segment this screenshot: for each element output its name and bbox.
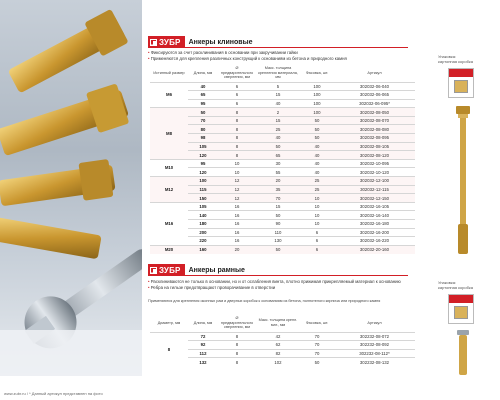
table-header-row xyxy=(150,64,415,82)
table-cell: 8 xyxy=(218,125,256,134)
article-cell: 302032-16-220 xyxy=(334,237,415,246)
bullet-item: • Расклиниваются не только в основании, но и от ослабления винта, плотно прижимая прикрепляемый материал к основанию xyxy=(148,279,408,285)
size-cell: M10 xyxy=(150,159,188,176)
article-cell: 302232-08-072 xyxy=(334,332,415,341)
table-row xyxy=(150,134,415,143)
table-cell: 82 xyxy=(256,349,300,358)
table-cell: 70 xyxy=(300,341,334,350)
table-cell: 16 xyxy=(218,202,256,211)
table-cell: 40 xyxy=(188,82,218,91)
table-cell: 70 xyxy=(256,194,300,203)
table-header-row xyxy=(150,314,415,332)
size-cell: M6 xyxy=(150,82,188,108)
table-row xyxy=(150,358,415,367)
table-cell: 6 xyxy=(218,99,256,108)
table-cell: 220 xyxy=(188,237,218,246)
article-cell: 302032-10-095 xyxy=(334,159,415,168)
size-cell: 8 xyxy=(150,332,188,366)
table-row xyxy=(150,332,415,341)
table-row xyxy=(150,245,415,254)
column-header: Длина, мм xyxy=(193,320,213,325)
table-cell: 10 xyxy=(300,211,334,220)
bullet-item: • Применяются для крепления различных конструкций к основаниям из бетона и природного камня xyxy=(148,56,408,62)
table-cell: 10 xyxy=(300,220,334,229)
section-title: Анкеры рамные xyxy=(188,266,245,274)
table-cell: 65 xyxy=(256,151,300,160)
section-title: Анкеры клиновые xyxy=(188,38,253,46)
table-row xyxy=(150,228,415,237)
table-row xyxy=(150,211,415,220)
table-cell: 10 xyxy=(300,194,334,203)
table-cell: 40 xyxy=(256,99,300,108)
article-cell: 302032-08-105 xyxy=(334,142,415,151)
table-cell: 16 xyxy=(218,211,256,220)
table-row xyxy=(150,151,415,160)
table-cell: 12 xyxy=(218,194,256,203)
table-cell: 140 xyxy=(188,211,218,220)
size-cell: M8 xyxy=(150,108,188,160)
article-cell: 302032-08-080 xyxy=(334,125,415,134)
size-cell: M16 xyxy=(150,202,188,245)
table-cell: 100 xyxy=(300,108,334,117)
table-cell: 40 xyxy=(300,168,334,177)
table-cell: 72 xyxy=(188,332,218,341)
article-cell: 302032-08-070 xyxy=(334,116,415,125)
size-cell: M20 xyxy=(150,245,188,254)
table-cell: 50 xyxy=(256,245,300,254)
table-cell: 62 xyxy=(256,341,300,350)
table-row xyxy=(150,142,415,151)
packaging-label: Упаковка: картонная коробка xyxy=(438,280,473,290)
table-cell: 6 xyxy=(300,245,334,254)
table-cell: 50 xyxy=(300,116,334,125)
table-cell: 8 xyxy=(218,332,256,341)
table-cell: 92 xyxy=(188,341,218,350)
table-row xyxy=(150,99,415,108)
box-window xyxy=(454,80,468,93)
table-cell: 70 xyxy=(300,332,334,341)
table-cell: 16 xyxy=(218,237,256,246)
section2-bullets xyxy=(148,279,408,291)
table-cell: 98 xyxy=(188,134,218,143)
column-header: Макс. толщина крепления материала, мм xyxy=(258,66,298,79)
table-cell: 180 xyxy=(188,220,218,229)
table-row xyxy=(150,349,415,358)
article-cell: 302232-08-132 xyxy=(334,358,415,367)
table-cell: 50 xyxy=(300,358,334,367)
table-cell: 102 xyxy=(256,358,300,367)
box-window xyxy=(454,306,468,319)
article-cell: 302032-20-160 xyxy=(334,245,415,254)
article-cell: 302032-06-065 xyxy=(334,91,415,100)
column-header: Артикул xyxy=(367,320,382,325)
table-cell: 100 xyxy=(300,99,334,108)
column-header: Истинный размер xyxy=(153,70,185,75)
table-cell: 80 xyxy=(188,125,218,134)
table-row xyxy=(150,237,415,246)
article-cell: 302032-08-050 xyxy=(334,108,415,117)
table-cell: 40 xyxy=(300,151,334,160)
table-cell: 132 xyxy=(188,358,218,367)
table-cell: 25 xyxy=(300,177,334,186)
table-row xyxy=(150,159,415,168)
table-cell: 50 xyxy=(300,134,334,143)
table-cell: 115 xyxy=(188,185,218,194)
box-lid xyxy=(449,295,473,303)
usage-note: Применяются для крепления оконных рам и дверных коробок к основаниям из бетона, полнотелого кирпича или природного камня xyxy=(148,299,381,303)
table-cell: 50 xyxy=(300,125,334,134)
table-row xyxy=(150,125,415,134)
table-cell: 25 xyxy=(300,185,334,194)
table-cell: 65 xyxy=(188,91,218,100)
article-cell: 302032-16-105 xyxy=(334,202,415,211)
table-cell: 70 xyxy=(300,349,334,358)
table-cell: 90 xyxy=(256,220,300,229)
article-cell: 302032-12-150 xyxy=(334,194,415,203)
table-cell: 16 xyxy=(218,220,256,229)
bullet-item: • Фиксируются за счет расклинивания в основании при закручивании гайки xyxy=(148,50,408,56)
table-cell: 30 xyxy=(256,159,300,168)
table-cell: 95 xyxy=(188,159,218,168)
box-lid xyxy=(449,69,473,77)
table-cell: 150 xyxy=(188,194,218,203)
table-row xyxy=(150,108,415,117)
table-cell: 6 xyxy=(300,228,334,237)
footer-text: www.zubr.ru / * Данный артикул представлен на фото xyxy=(4,391,103,396)
article-cell: 302032-16-200 xyxy=(334,228,415,237)
table-cell: 6 xyxy=(218,82,256,91)
anchors-and-wrench-illustration xyxy=(0,0,142,376)
table-cell: 35 xyxy=(256,185,300,194)
table-cell: 5 xyxy=(256,82,300,91)
article-cell: 302032-12-115 xyxy=(334,185,415,194)
table-cell: 25 xyxy=(256,125,300,134)
table-cell: 160 xyxy=(188,245,218,254)
table-cell: 100 xyxy=(188,177,218,186)
table-row xyxy=(150,185,415,194)
section-divider xyxy=(148,47,408,48)
table-row xyxy=(150,116,415,125)
article-cell: 302032-08-120 xyxy=(334,151,415,160)
table-cell: 120 xyxy=(188,168,218,177)
packaging-box-image xyxy=(448,68,474,98)
table-cell: 100 xyxy=(300,82,334,91)
section-divider xyxy=(148,275,408,276)
frame-anchor-image xyxy=(452,328,474,380)
table-cell: 130 xyxy=(256,237,300,246)
table-cell: 8 xyxy=(218,341,256,350)
table-cell: 120 xyxy=(188,151,218,160)
table-cell: 200 xyxy=(188,228,218,237)
packaging-box-image xyxy=(448,294,474,324)
table-cell: 8 xyxy=(218,151,256,160)
article-cell: 302032-12-100 xyxy=(334,177,415,186)
packaging-label: Упаковка: картонная коробка xyxy=(438,54,473,64)
brand-name: ЗУБР xyxy=(159,265,181,275)
table-cell: 8 xyxy=(218,116,256,125)
table-row xyxy=(150,177,415,186)
article-cell: 302032-10-120 xyxy=(334,168,415,177)
wedge-anchors-table xyxy=(150,64,415,254)
column-header: Ø предварительного сверления, мм xyxy=(220,316,254,329)
article-cell: 302232-08-112* xyxy=(334,349,415,358)
table-cell: 2 xyxy=(256,108,300,117)
table-cell: 70 xyxy=(188,116,218,125)
article-cell: 302232-08-092 xyxy=(334,341,415,350)
table-cell: 40 xyxy=(256,134,300,143)
article-cell: 302032-16-140 xyxy=(334,211,415,220)
column-header: Макс. толщина крепл. мат., мм xyxy=(258,318,298,327)
article-cell: 302032-06-040 xyxy=(334,82,415,91)
table-cell: 12 xyxy=(218,185,256,194)
column-header: Диаметр, мм xyxy=(157,320,181,325)
bullet-item: • Ребра на гильзе предотвращают проворачивание в отверстии xyxy=(148,285,408,291)
table-cell: 105 xyxy=(188,202,218,211)
table-cell: 50 xyxy=(188,108,218,117)
table-cell: 6 xyxy=(218,91,256,100)
table-cell: 10 xyxy=(218,159,256,168)
brand-mark-icon xyxy=(150,267,157,274)
table-cell: 40 xyxy=(300,159,334,168)
table-cell: 10 xyxy=(218,168,256,177)
table-cell: 8 xyxy=(218,349,256,358)
frame-anchors-table xyxy=(150,314,415,366)
table-cell: 110 xyxy=(256,228,300,237)
table-row xyxy=(150,168,415,177)
wedge-anchor-image xyxy=(452,102,474,262)
table-cell: 8 xyxy=(218,134,256,143)
table-cell: 12 xyxy=(218,177,256,186)
column-header: Длина, мм xyxy=(193,70,213,75)
article-cell: 302032-16-180 xyxy=(334,220,415,229)
table-row xyxy=(150,220,415,229)
column-header: Фасовка, шт. xyxy=(305,320,329,325)
table-cell: 15 xyxy=(256,91,300,100)
table-cell: 20 xyxy=(256,177,300,186)
column-header: Ø предварительного сверления, мм xyxy=(220,66,254,79)
table-cell: 55 xyxy=(256,168,300,177)
table-cell: 20 xyxy=(218,245,256,254)
table-cell: 42 xyxy=(256,332,300,341)
table-cell: 50 xyxy=(256,211,300,220)
table-cell: 50 xyxy=(256,142,300,151)
product-photo xyxy=(0,0,142,376)
table-row xyxy=(150,91,415,100)
table-cell: 8 xyxy=(218,358,256,367)
table-cell: 8 xyxy=(218,108,256,117)
size-cell: M12 xyxy=(150,177,188,203)
table-cell: 15 xyxy=(256,202,300,211)
table-row xyxy=(150,194,415,203)
table-cell: 100 xyxy=(300,91,334,100)
table-row xyxy=(150,341,415,350)
brand-name: ЗУБР xyxy=(159,37,181,47)
brand-mark-icon xyxy=(150,39,157,46)
table-cell: 16 xyxy=(218,228,256,237)
table-cell: 105 xyxy=(188,142,218,151)
table-cell: 112 xyxy=(188,349,218,358)
column-header: Артикул xyxy=(367,70,382,75)
table-cell: 6 xyxy=(300,237,334,246)
table-cell: 10 xyxy=(300,202,334,211)
table-row xyxy=(150,202,415,211)
table-cell: 40 xyxy=(300,142,334,151)
section1-bullets xyxy=(148,50,408,62)
table-row xyxy=(150,82,415,91)
table-cell: 95 xyxy=(188,99,218,108)
table-cell: 15 xyxy=(256,116,300,125)
article-cell: 302032-08-095 xyxy=(334,134,415,143)
article-cell: 302032-06-095* xyxy=(334,99,415,108)
column-header: Фасовка, шт. xyxy=(305,70,329,75)
table-cell: 8 xyxy=(218,142,256,151)
